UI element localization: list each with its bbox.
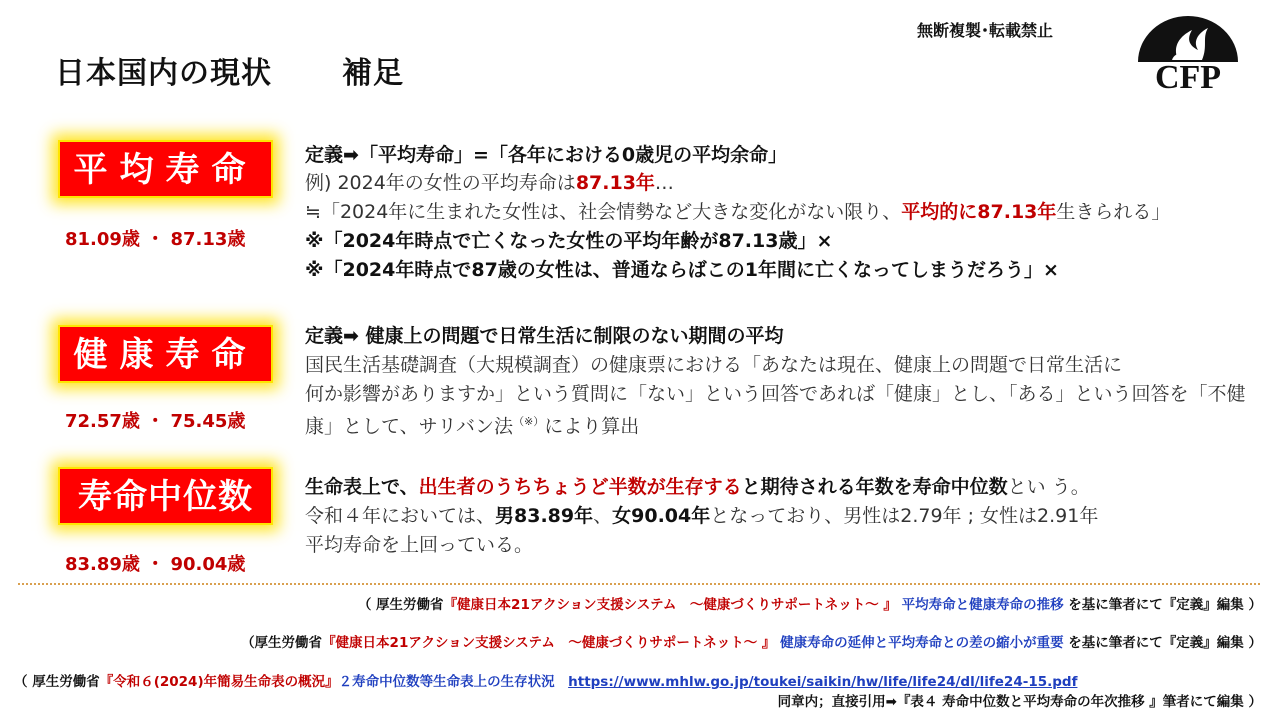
arrow-right-icon: ➡ [343, 325, 359, 347]
ages-median-lifespan: 83.89歳 ・ 90.04歳 [65, 554, 246, 575]
healthy-desc-line-2: 何か影響がありますか」という質問に「ない」という回答であれば「健康」とし、「ある」という回答を「不健 [305, 383, 1246, 405]
badge-healthy-lifespan: 健康寿命 [58, 325, 273, 383]
approx-line: ≒「2024年に生まれた女性は、社会情勢など大きな変化がない限り、平均的に87.13年生きられる」 [305, 201, 1171, 223]
source-line-4: 同章内；直接引用➡『表４ 寿命中位数と平均寿命の年次推移 』筆者にて編集 ） [777, 694, 1262, 710]
median-definition-line: 生命表上で、出生者のうちちょうど半数が生存すると期待される年数を寿命中位数とい う。 [305, 476, 1090, 498]
healthy-desc-line-1: 国民生活基礎調査（大規模調査）の健康票における「あなたは現在、健康上の問題で日常生活に [305, 354, 1123, 376]
note-line-2: ※「2024年時点で87歳の女性は、普通ならばこの1年間に亡くなってしまうだろう」× [305, 259, 1059, 281]
source-line-1: （ 厚生労働省『健康日本21アクション支援システム ～健康づくりサポートネット～ 』 平均寿命と健康寿命の推移 を基に筆者にて『定義』編集 ） [357, 597, 1262, 613]
example-line: 例) 2024年の女性の平均寿命は87.13年… [305, 172, 674, 194]
definition-average-lifespan: 定義➡「平均寿命」=「各年における0歳児の平均余命」 [305, 144, 788, 166]
cfp-logo-text: CFP [1154, 59, 1222, 95]
copyright-notice: 無断複製･転載禁止 [917, 21, 1054, 40]
badge-average-lifespan: 平均寿命 [58, 140, 273, 198]
page-title-sub: 補足 [342, 56, 404, 91]
healthy-desc-line-3: 康」として、サリバン法（※）により算出 [305, 415, 640, 438]
cfp-logo [1128, 10, 1248, 95]
page-title-main: 日本国内の現状 [55, 56, 272, 91]
ages-healthy-lifespan: 72.57歳 ・ 75.45歳 [65, 411, 246, 432]
median-summary-line: 平均寿命を上回っている。 [305, 534, 534, 556]
page-title [55, 48, 404, 92]
definition-healthy-lifespan: 定義➡ 健康上の問題で日常生活に制限のない期間の平均 [305, 325, 784, 347]
median-values-line: 令和４年においては、男83.89年、女90.04年となっており、男性は2.79年 ; 女性は2.91年 [305, 505, 1099, 527]
ages-average-lifespan: 81.09歳 ・ 87.13歳 [65, 229, 246, 250]
source-line-2: （厚生労働省『健康日本21アクション支援システム ～健康づくりサポートネット～ 』 健康寿命の延伸と平均寿命との差の縮小が重要 を基に筆者にて『定義』編集 ） [241, 635, 1262, 651]
arrow-right-icon: ➡ [343, 144, 359, 166]
note-line-1: ※「2024年時点で亡くなった女性の平均年齢が87.13歳」× [305, 230, 833, 252]
source-link[interactable]: https://www.mhlw.go.jp/toukei/saikin/hw/life/life24/dl/life24-15.pdf [568, 674, 1078, 690]
divider [18, 583, 1260, 585]
source-line-3: （ 厚生労働省『令和６(2024)年簡易生命表の概況』２寿命中位数等生命表上の生存状況 https://www.mhlw.go.jp/toukei/saikin/hw/life/life24/dl/life24-15.pdf [14, 674, 1078, 690]
badge-median-lifespan: 寿命中位数 [58, 467, 273, 525]
